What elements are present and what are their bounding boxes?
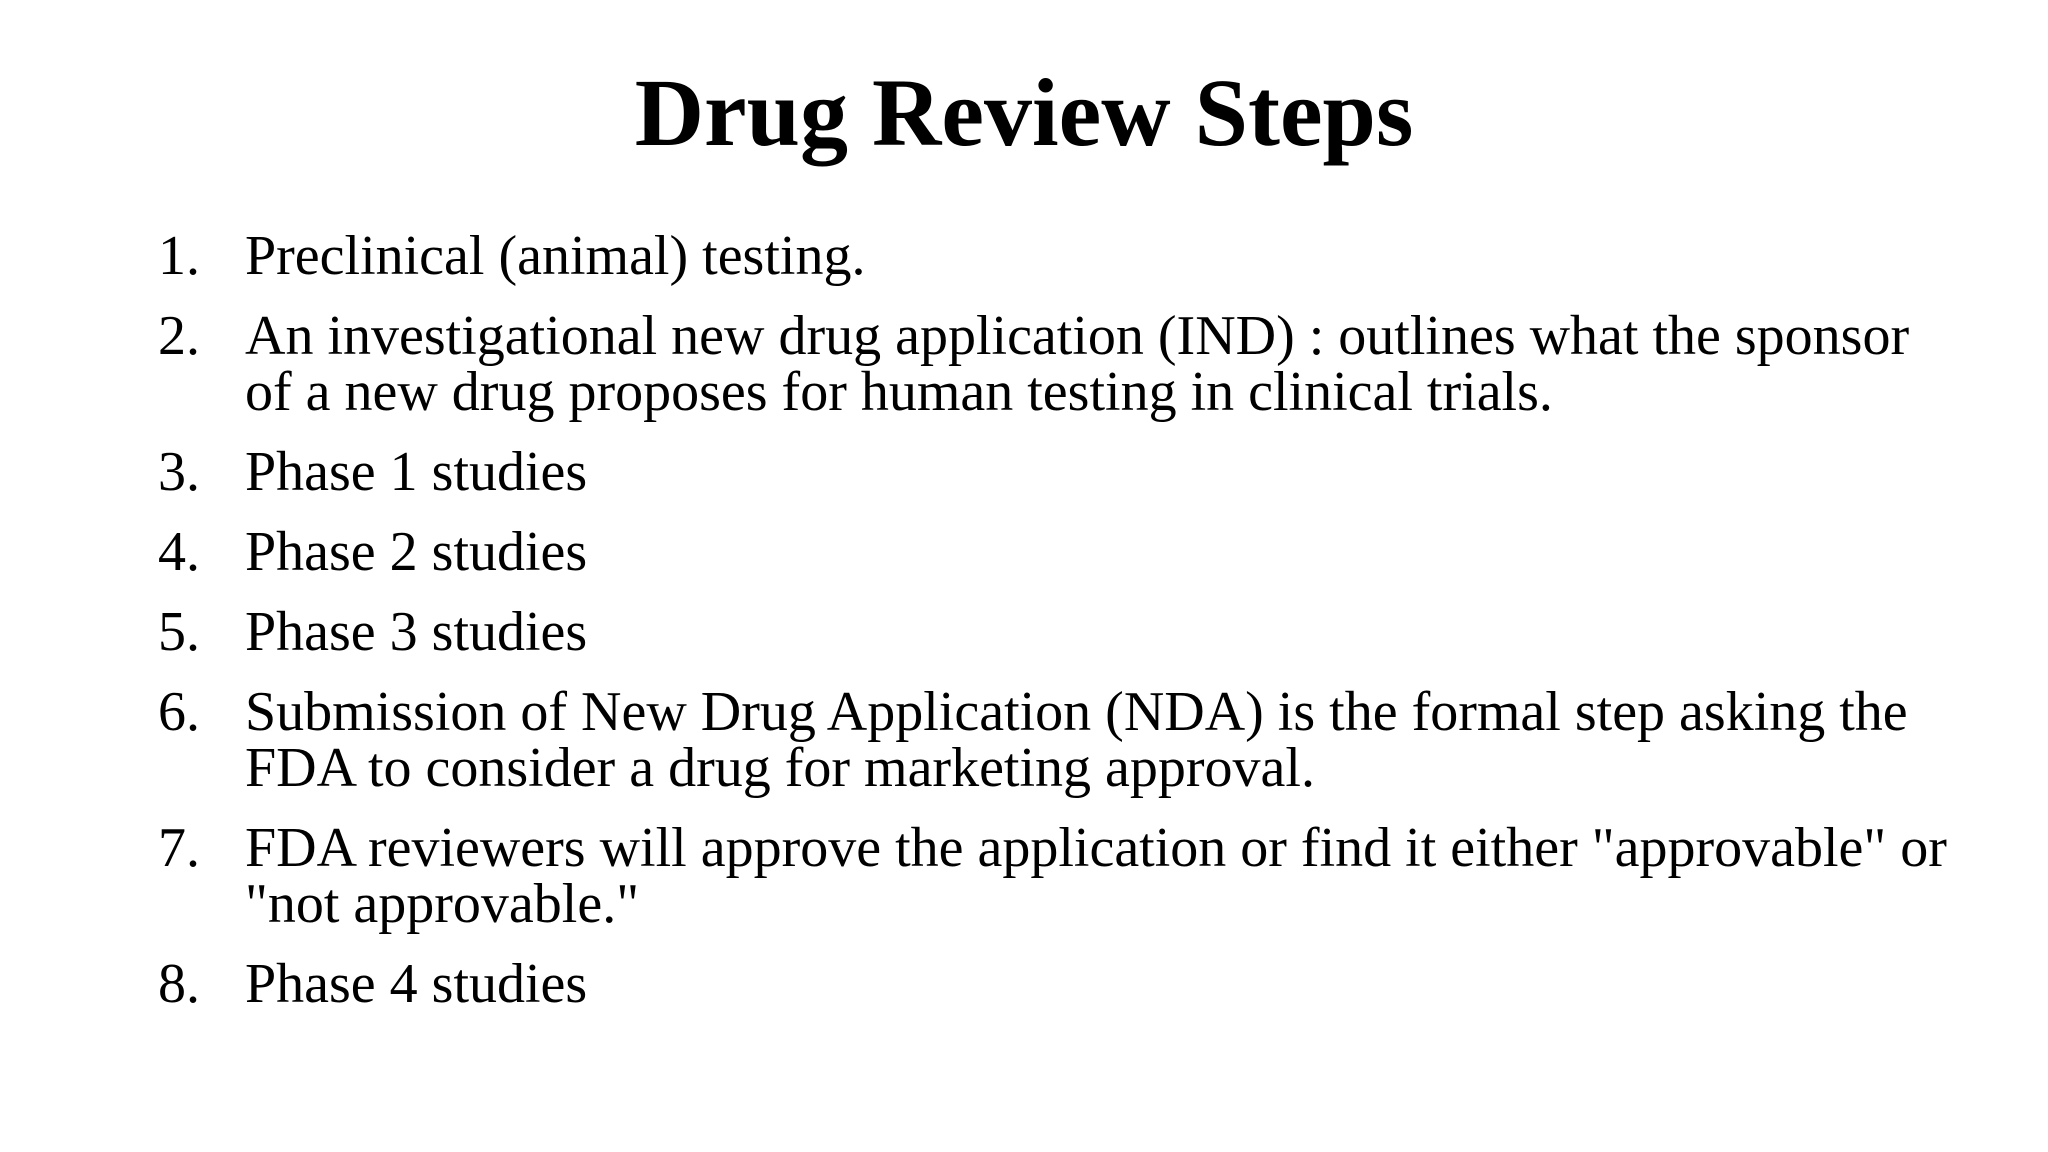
list-item bbox=[158, 601, 1958, 663]
list-item bbox=[158, 225, 1958, 287]
step-text: Phase 2 studies bbox=[245, 521, 588, 583]
step-number: 1. bbox=[158, 225, 200, 287]
list-item bbox=[158, 441, 1958, 503]
list-item bbox=[158, 521, 1958, 583]
step-number: 4. bbox=[158, 521, 200, 583]
step-text: Preclinical (animal) testing. bbox=[245, 225, 866, 287]
steps-list bbox=[158, 225, 1958, 1036]
step-text: Phase 4 studies bbox=[245, 953, 588, 1015]
step-number: 8. bbox=[158, 953, 200, 1015]
slide-title: Drug Review Steps bbox=[634, 59, 1414, 166]
step-text: Phase 3 studies bbox=[245, 601, 588, 663]
step-number: 7. bbox=[158, 817, 200, 879]
step-text: Submission of New Drug Application (NDA) is the formal step asking the FDA to consider a drug for marketing approval. bbox=[245, 681, 1908, 799]
step-text: Phase 1 studies bbox=[245, 441, 588, 503]
step-number: 5. bbox=[158, 601, 200, 663]
step-number: 6. bbox=[158, 681, 200, 743]
list-item bbox=[158, 817, 1958, 935]
step-number: 2. bbox=[158, 305, 200, 367]
step-text: FDA reviewers will approve the application or find it either "approvable" or "not approvable." bbox=[245, 817, 1947, 935]
step-number: 3. bbox=[158, 441, 200, 503]
list-item bbox=[158, 305, 1958, 423]
list-item bbox=[158, 681, 1958, 799]
step-text: An investigational new drug application (IND) : outlines what the sponsor of a new drug proposes for human testing in clinical trials. bbox=[245, 305, 1910, 423]
list-item bbox=[158, 953, 1958, 1015]
